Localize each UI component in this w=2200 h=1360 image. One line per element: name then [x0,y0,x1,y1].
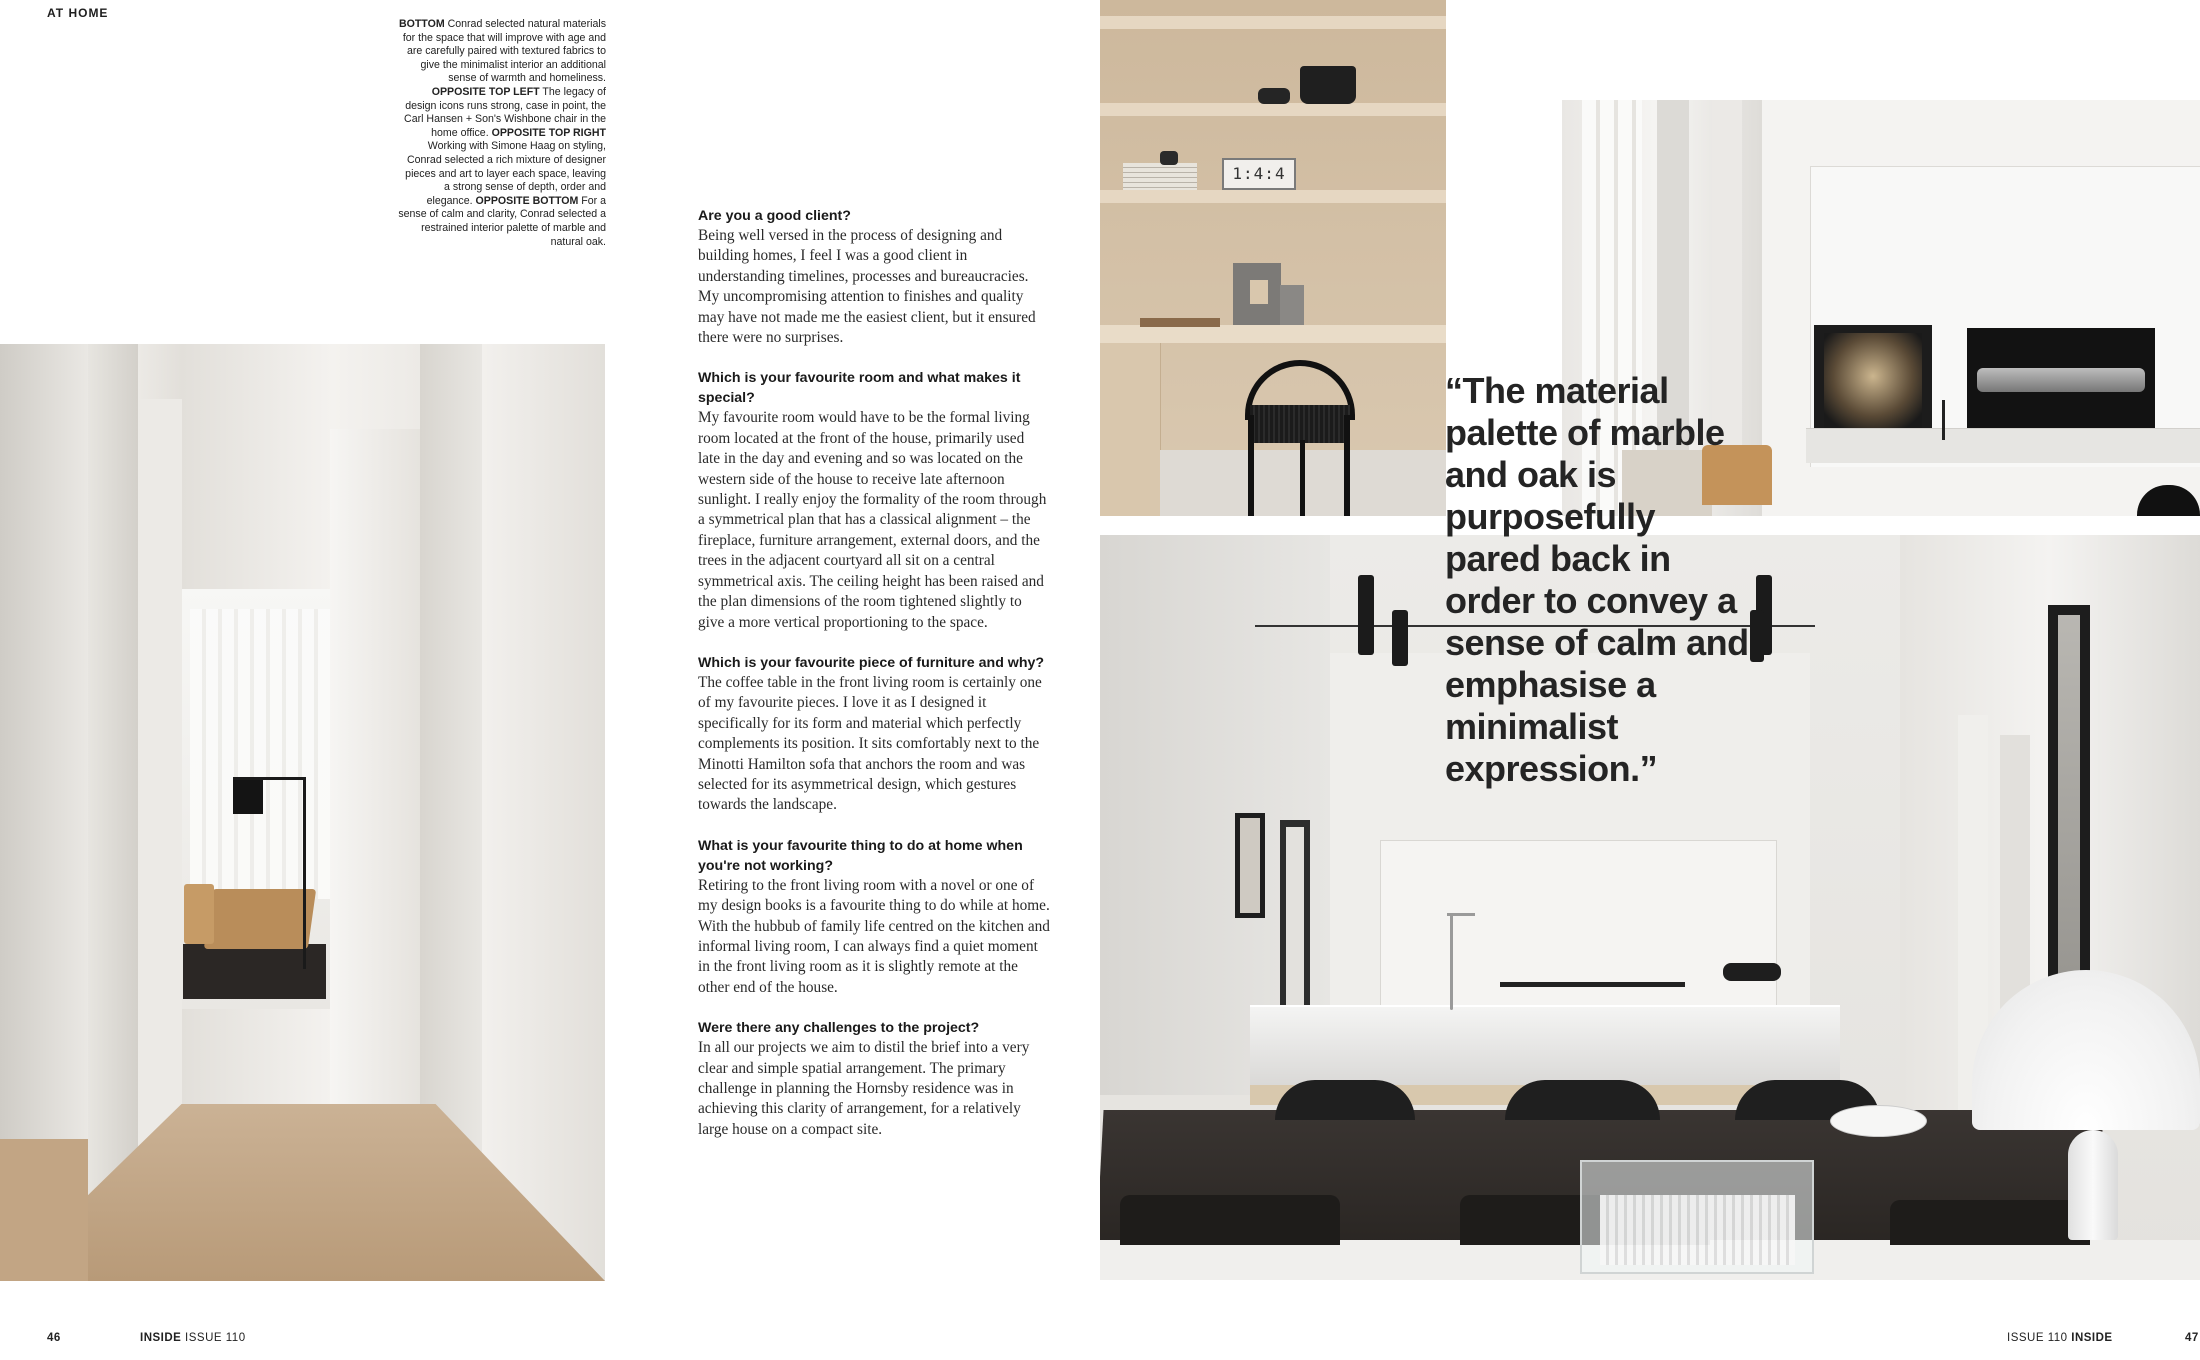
caption-label: OPPOSITE TOP LEFT [431,85,540,98]
qa-block [698,653,1050,816]
caption-text: The legacy of design icons runs strong, case in point, the Carl Hansen + Son's Wishbone chair in the home office. [404,85,606,139]
magazine-name: INSIDE [140,1332,182,1344]
caption-text: Working with Simone Haag on styling, Conrad selected a rich mixture of designer pieces and art to layer each space, leaving a strong sense of depth, order and elegance. [405,140,606,207]
question: Were there any challenges to the project? [698,1020,980,1037]
answer: The coffee table in the front living room is certainly one of my favourite pieces. I love it as I designed it specifically for its form and material which perfectly complements its position. It sits comfortably next to the Minotti Hamilton sofa that anchors the room and was selected for its asymmetrical design, which gestures towards the landscape. [698,673,1042,814]
question: Are you a good client? [698,208,851,224]
right-footer-credit [2007,1332,2113,1344]
answer: Being well versed in the process of designing and building homes, I feel I was a good client in understanding timelines, processes and bureaucracies. My uncompromising attention to finishes and quality may have not made me the easiest client, but it ensured there were no surprises. [698,227,1036,347]
caption-label: OPPOSITE TOP RIGHT [491,126,606,139]
hallway-photo [0,344,605,1281]
caption-bottom [399,18,606,84]
question: What is your favourite thing to do at home when you're not working? [698,837,1023,874]
caption-text: For a sense of calm and clarity, Conrad selected a restrained interior palette of marble and natural oak. [398,194,606,248]
pull-quote: “The material palette of marble and oak is purposefully pared back in order to convey a sense of calm and emphasise a minimalist expression.” [1445,370,1749,789]
answer: Retiring to the front living room with a novel or one of my design books is a favourite thing to do while at home. With the hubbub of family life centred on the kitchen and informal living room, I can always find a quiet moment in the front living room as it is slightly remote at the other end of the house. [698,876,1050,996]
left-footer-credit [140,1332,246,1344]
flip-clock: 1:4:4 [1222,158,1296,190]
caption-text: Conrad selected natural materials for the space that will improve with age and are carefully paired with textured fabrics to give the minimalist interior an additional sense of warmth and homeliness. [402,18,606,85]
right-page-number: 47 [2185,1332,2199,1344]
qa-block [698,206,1050,348]
section-tag: AT HOME [47,6,109,20]
left-page-number: 46 [47,1332,61,1344]
qa-block [698,368,1050,632]
magazine-name: INSIDE [2071,1332,2113,1344]
question: Which is your favourite piece of furniture and why? [698,654,1045,671]
issue-number: ISSUE 110 [2007,1332,2068,1344]
caption-label: OPPOSITE BOTTOM [475,194,579,207]
answer: In all our projects we aim to distil the brief into a very clear and simple spatial arrangement. The primary challenge in planning the Hornsby residence was in achieving this clarity of arrangement, for a relatively large house on a compact site. [698,1039,1030,1138]
article-body [698,206,1050,1160]
qa-block [698,836,1050,998]
qa-block [698,1018,1050,1140]
answer: My favourite room would have to be the formal living room located at the front of the house, primarily used late in the day and evening and so was located on the western side of the house to receive late afternoon sunlight. I really enjoy the formality of the room through a symmetrical plan that has a classical alignment – the fireplace, furniture arrangement, external doors, and the trees in the adjacent courtyard all sit on a central symmetrical axis. The ceiling height has been raised and the plan dimensions of the room tightened slightly to give a more vertical proportioning to the space. [698,409,1047,631]
caption-label: BOTTOM [398,18,445,30]
question: Which is your favourite room and what makes it special? [698,370,1021,407]
photo-captions [398,18,606,249]
home-office-photo [1100,0,1446,516]
issue-number: ISSUE 110 [185,1332,246,1344]
